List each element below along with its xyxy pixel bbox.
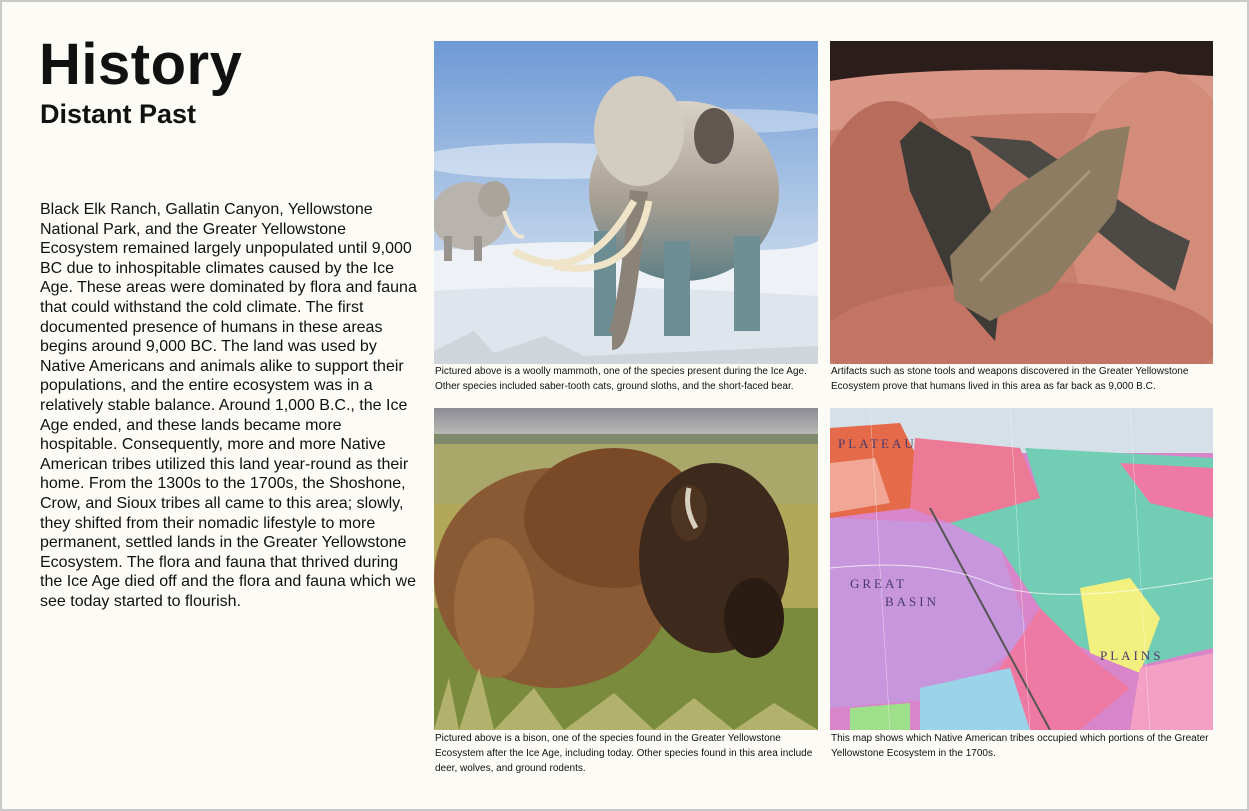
map-label-great: GREAT <box>850 576 907 591</box>
map-label-basin: BASIN <box>885 594 940 609</box>
page-subtitle: Distant Past <box>40 99 197 129</box>
history-body-text: Black Elk Ranch, Gallatin Canyon, Yellowstone National Park, and the Greater Yellowstone Ecosystem remained largely unpopulated until 9,000 BC due to inhospitable climates caused by the Ice Age. These areas were dominated by flora and fauna that could withstand the cold climate. The first documented presence of humans in these areas begins around 9,000 BC. The land was used by Native Americans and animals alike to support their populations, and the entire ecosystem was in a relatively stable balance. Around 1,000 B.C., the Ice Age ended, and these lands became more hospitable. Consequently, more and more Native American tribes utilized this land year-round as their home. From the 1300s to the 1700s, the Shoshone, Crow, and Sioux tribes all came to this area; slowly, they shifted from their nomadic lifestyle to more permanent, settled lands in the Greater Yellowstone Ecosystem. The flora and fauna that thrived during the Ice Age died off and the flora and fauna which we see today started to flourish. <box>40 201 417 610</box>
page-title: History <box>39 32 243 97</box>
map-label-plateau: PLATEAU <box>838 436 917 451</box>
map-label-plains: PLAINS <box>1100 648 1164 663</box>
map-caption: This map shows which Native American tribes occupied which portions of the Greater Yellowstone Ecosystem in the 1700s. <box>831 733 1209 759</box>
stone-artifacts-photo <box>830 41 1213 364</box>
native-tribes-map <box>830 408 1213 730</box>
woolly-mammoth-photo <box>434 41 818 364</box>
artifacts-caption: Artifacts such as stone tools and weapons discovered in the Greater Yellowstone Ecosystem prove that humans lived in this area as far back as 9,000 B.C. <box>831 366 1189 392</box>
bison-photo <box>434 408 818 730</box>
bison-caption: Pictured above is a bison, one of the species found in the Greater Yellowstone Ecosystem after the Ice Age, including today. Other species found in this area include deer, wolves, and ground rodents. <box>435 733 813 774</box>
mammoth-caption: Pictured above is a woolly mammoth, one of the species present during the Ice Age. Other species included saber-tooth cats, ground sloths, and the short-faced bear. <box>435 366 807 392</box>
